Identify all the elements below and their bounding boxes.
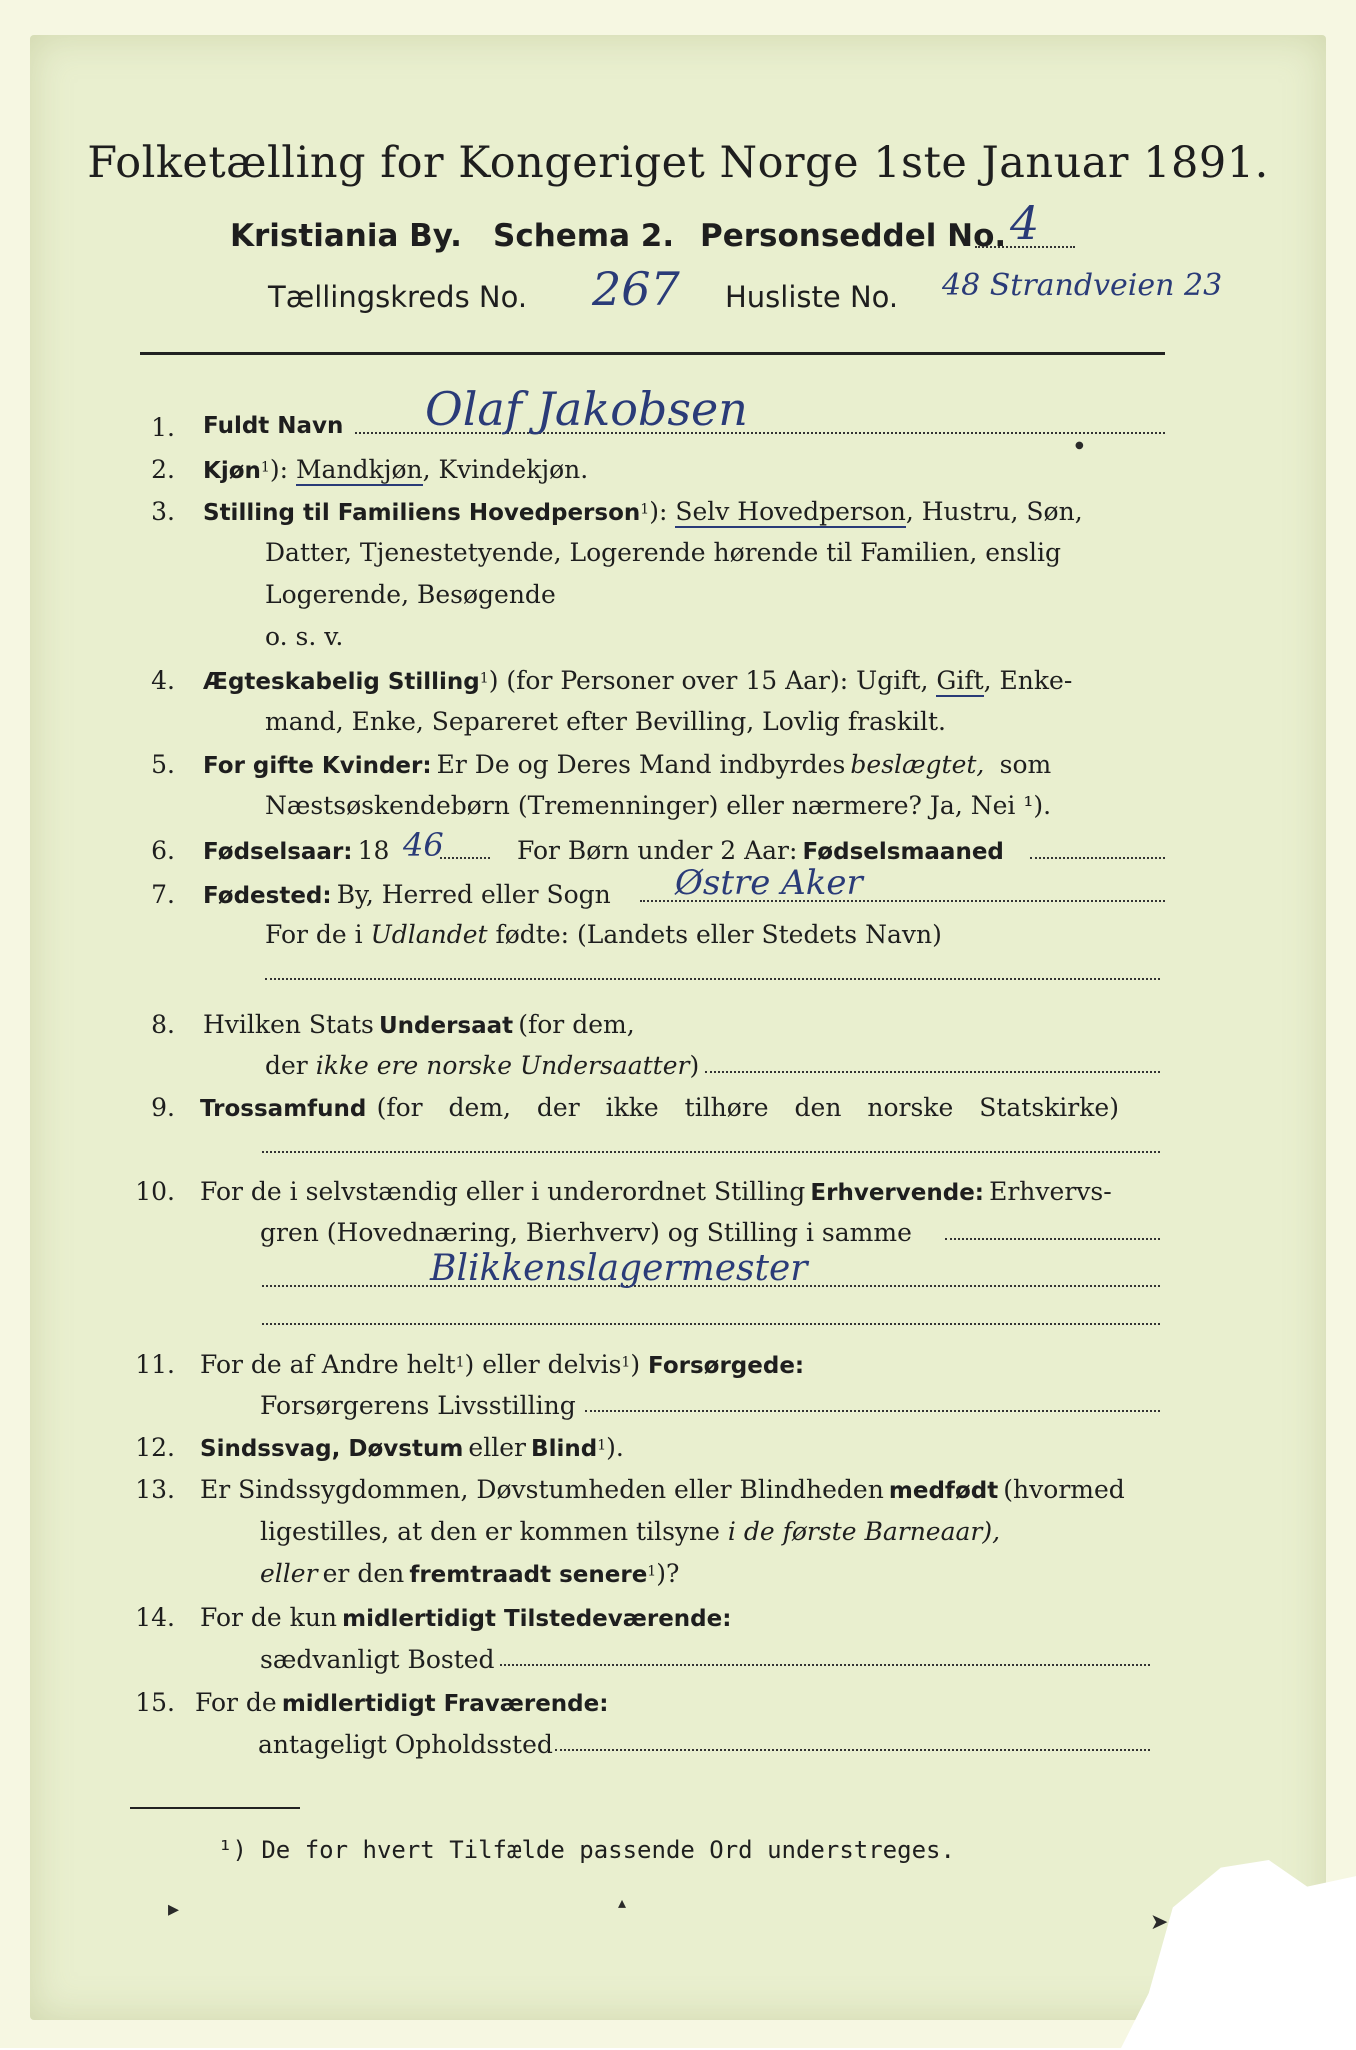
q7-foreign-line [265, 978, 1160, 980]
q3-number: 3. [151, 497, 175, 526]
q11-label: Forsørgede: [648, 1353, 805, 1379]
q10-line2-dots [945, 1238, 1160, 1240]
q8-label: Undersaat [378, 1013, 514, 1039]
q3-line1: Stilling til Familiens Hovedperson$^1$): Selv Hovedperson, Hustru, Søn, [203, 497, 1083, 526]
q11-answer-line [585, 1410, 1160, 1412]
q3-line2: Datter, Tjenestetyende, Logerende hørende til Familien, enslig [265, 538, 1062, 567]
q7-line2: For de i Udlandet fødte: (Landets eller Stedets Navn) [265, 920, 942, 949]
q15-label: midlertidigt Fraværende: [281, 1691, 609, 1717]
q13-number: 13. [135, 1475, 175, 1504]
q6-year-line [440, 857, 490, 859]
q8-line2: der ikke ere norske Undersaatter) [265, 1051, 700, 1080]
q5-number: 5. [151, 750, 175, 779]
tallingskreds-label: Tællingskreds No. [268, 280, 528, 314]
q1-label: Fuldt Navn [203, 413, 344, 439]
q7-number: 7. [151, 880, 175, 909]
q2-sup: 1 [260, 459, 270, 476]
q3-label: Stilling til Familiens Hovedperson [203, 500, 641, 526]
q1-answer-handwritten: Olaf Jakobsen [425, 382, 748, 436]
q5-label: For gifte Kvinder: [203, 753, 432, 779]
q11-number: 11. [135, 1350, 175, 1379]
q6-number: 6. [151, 836, 175, 865]
q6-year-prefix: 18 [357, 836, 390, 865]
q4-line1: Ægteskabelig Stilling$^1$) (for Personer over 15 Aar): Ugift, Gift, Enke- [203, 666, 1073, 695]
q14-line1: For de kun midlertidigt Tilstedeværende: [200, 1603, 732, 1632]
q15-line2: antageligt Opholdssted [258, 1730, 553, 1759]
q15-answer-line [555, 1749, 1150, 1751]
q2-option-mandkjon-selected: Mandkjøn [295, 455, 423, 484]
q6-month-line [1030, 857, 1165, 859]
q7-answer-handwritten: Østre Aker [675, 863, 863, 903]
footnote-marker: ¹) [218, 1836, 247, 1864]
q9-answer-line [262, 1151, 1160, 1153]
q2-line [203, 455, 588, 484]
scan-mark-right: ➤ [1150, 1910, 1169, 1935]
footnote [218, 1836, 955, 1864]
person-no-handwritten: 4 [1010, 196, 1040, 250]
q4-line2: mand, Enke, Separeret efter Bevilling, Lovlig fraskilt. [265, 707, 946, 736]
q4-label: Ægteskabelig Stilling [203, 669, 480, 695]
husliste-no-handwritten: 48 Strandveien 23 [942, 268, 1223, 303]
footnote-text: De for hvert Tilfælde passende Ord understreges. [261, 1836, 955, 1864]
q15-number: 15. [135, 1688, 175, 1717]
scan-mark-left: ▸ [168, 1897, 180, 1922]
q3-line4: o. s. v. [265, 622, 344, 651]
q12-number: 12. [135, 1433, 175, 1462]
q2-label: Kjøn [203, 458, 261, 484]
q2-option-kvindekjon: , Kvindekjøn. [422, 455, 589, 484]
q8-number: 8. [151, 1010, 175, 1039]
q3-option-selv-hovedperson-selected: Selv Hovedperson [675, 497, 906, 526]
q12-label: Sindssvag, Døvstum [200, 1436, 464, 1462]
q7-label: Fødested: [203, 883, 332, 909]
scan-speck: ● [1075, 440, 1084, 451]
q6-mid: For Børn under 2 Aar: Fødselsmaaned [517, 836, 1004, 865]
q7-line1: Fødested: By, Herred eller Sogn [203, 880, 611, 909]
q4-option-gift-selected: Gift [936, 666, 984, 695]
q2-number: 2. [151, 455, 175, 484]
q6-year-handwritten: 46 [403, 826, 444, 864]
form-title: Folketælling for Kongeriget Norge 1ste Januar 1891. [87, 138, 1269, 188]
q15-line1: For de midlertidigt Fraværende: [195, 1688, 609, 1717]
q11-line1: For de af Andre helt$^1$) eller delvis$^1$) Forsørgede: [200, 1350, 805, 1379]
q6-label: Fødselsaar: [203, 839, 353, 865]
q6-line [203, 836, 389, 865]
city-label: Kristiania By. [230, 218, 462, 254]
scan-mark-center: ▴ [618, 1893, 627, 1912]
husliste-label: Husliste No. [725, 280, 899, 314]
footnote-divider [130, 1807, 300, 1809]
q9-label: Trossamfund [200, 1096, 367, 1122]
schema-label: Schema 2. [493, 218, 675, 254]
q5-line2: Næstsøskendebørn (Tremenninger) eller nærmere? Ja, Nei ¹). [265, 791, 1052, 820]
q14-number: 14. [135, 1603, 175, 1632]
q9-number: 9. [151, 1093, 175, 1122]
q6-label2: Fødselsmaaned [802, 839, 1004, 865]
q13-label2: fremtraadt senere [409, 1562, 648, 1588]
q14-line2: sædvanligt Bosted [260, 1645, 495, 1674]
q10-line1: For de i selvstændig eller i underordnet Stilling Erhvervende: Erhvervs- [200, 1177, 1112, 1206]
q5-line1: For gifte Kvinder: Er De og Deres Mand indbyrdes beslægtet, som [203, 750, 1052, 779]
q10-label: Erhvervende: [810, 1180, 984, 1206]
q1-number: 1. [151, 413, 175, 442]
q13-line2: ligestilles, at den er kommen tilsyne i de første Barneaar), [260, 1517, 1001, 1546]
q3-line3: Logerende, Besøgende [265, 580, 556, 609]
q13-line3: eller er den fremtraadt senere$^1$)? [260, 1559, 680, 1588]
q13-line1: Er Sindssygdommen, Døvstumheden eller Blindheden medfødt (hvormed [200, 1475, 1125, 1504]
q8-line1: Hvilken Stats Undersaat (for dem, [203, 1010, 635, 1039]
q14-answer-line [500, 1664, 1150, 1666]
q4-number: 4. [151, 666, 175, 695]
q2-rest: ): [269, 455, 296, 484]
q10-extra-line [262, 1323, 1160, 1325]
q11-line2: Forsørgerens Livsstilling [260, 1391, 576, 1420]
q12-label2: Blind [531, 1436, 598, 1462]
personseddel-label: Personseddel No. [700, 218, 1007, 254]
krets-no-handwritten: 267 [592, 262, 680, 316]
q10-answer-handwritten: Blikkenslagermester [430, 1248, 808, 1289]
q12-line: Sindssvag, Døvstum eller Blind$^1$). [200, 1433, 624, 1462]
q9-line: Trossamfund (for dem, der ikke tilhøre den norske Statskirke) [200, 1093, 1119, 1122]
q14-label: midlertidigt Tilstedeværende: [342, 1606, 732, 1632]
header-divider [140, 352, 1165, 355]
q10-number: 10. [135, 1177, 175, 1206]
q8-answer-line [705, 1071, 1160, 1073]
q10-line2: gren (Hovednæring, Bierhverv) og Stilling i samme [260, 1218, 912, 1247]
q13-label: medfødt [888, 1478, 999, 1504]
